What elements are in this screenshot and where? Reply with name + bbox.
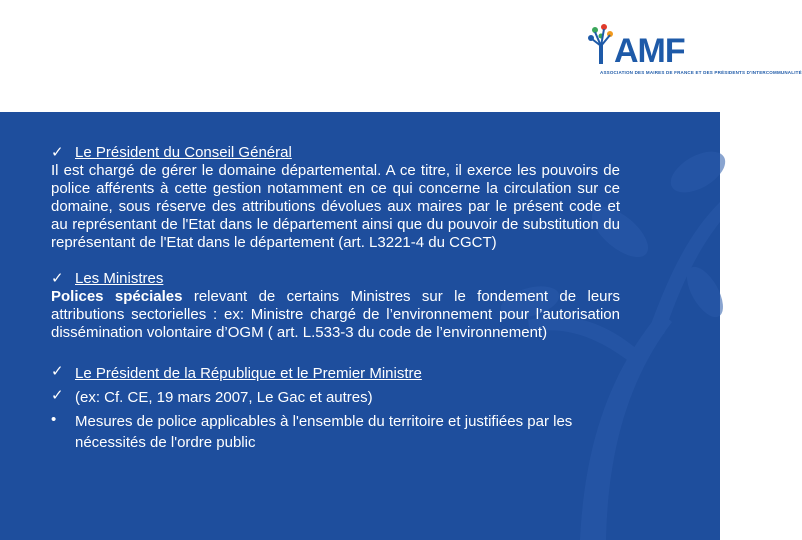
section-heading-ministres: [51, 270, 620, 288]
list-item-text: Mesures de police applicables à l'ensemble du territoire et justifiées par les nécessités de l'ordre public: [75, 413, 573, 451]
section-body-ministres: [51, 288, 620, 342]
tree-figure-icon: [586, 22, 616, 68]
bold-lead: Polices spéciales: [51, 288, 183, 305]
logo-subtitle: ASSOCIATION DES MAIRES DE FRANCE ET DES PRÉSIDENTS D'INTERCOMMUNALITÉ: [600, 70, 802, 75]
heading-text: Le Président du Conseil Général: [75, 144, 292, 161]
heading-text: Les Ministres: [75, 270, 164, 287]
list-item-text: (ex: Cf. CE, 19 mars 2007, Le Gac et autres): [75, 389, 373, 406]
list-item: [51, 411, 620, 453]
section-heading-conseil-general: [51, 144, 620, 162]
slide-header: [0, 0, 802, 112]
checkmark-icon: ✓: [51, 270, 64, 287]
section-body-conseil-general: Il est chargé de gérer le domaine départemental. A ce titre, il exerce les pouvoirs de police afférents à cette gestion notamment en ce qui concerne la circulation sur ce domaine, sous réserve des attributions dévolues aux maires par le présent code et au représentant de l'Etat dans le département ainsi que du pouvoir de substitution du représentant de l'Etat dans le département (art. L3221-4 du CGCT): [51, 162, 620, 251]
body-text: relevant de certains Ministres sur le fondement de leurs attributions sectorielles : ex: Ministre chargé de l’environnement pour l’autorisation dissémination volontaire d’OGM ( art. L.533-3 du code de l’environnement): [51, 288, 621, 341]
checkmark-icon: ✓: [51, 363, 64, 380]
amf-logo: [586, 22, 802, 84]
content-panel: [0, 112, 720, 540]
checkmark-icon: ✓: [51, 387, 64, 404]
slide-content: [51, 144, 620, 453]
logo-wordmark: AMF: [614, 32, 685, 70]
bullet-icon: •: [51, 411, 57, 428]
checkmark-icon: ✓: [51, 144, 64, 161]
list-item: [51, 363, 620, 384]
list-item: [51, 387, 620, 408]
list-item-text: Le Président de la République et le Premier Ministre: [75, 365, 422, 382]
